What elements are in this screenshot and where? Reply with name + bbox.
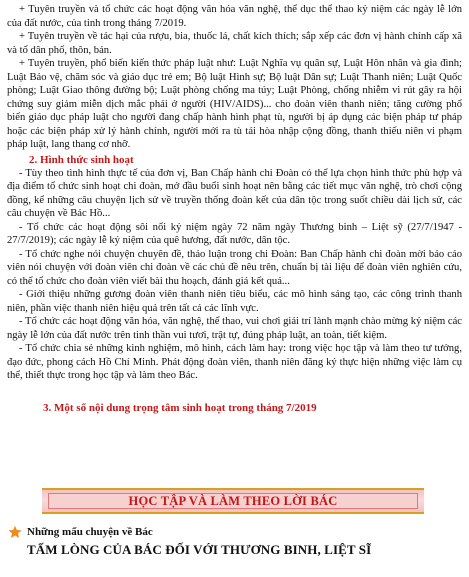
section-2-heading: 2. Hình thức sinh hoạt bbox=[29, 153, 134, 166]
paragraph-culture-sports: + Tuyên truyền và tổ chức các hoạt động văn hóa văn nghệ, thể dục thể thao kỷ niệm các ngày lễ lớn của đất nước, của tỉnh trong tháng 7/2019. bbox=[7, 4, 462, 29]
paragraph-thematic-talks: - Tổ chức nghe nói chuyện chuyên đề, thảo luận trong chi Đoàn: Ban Chấp hành chi đoàn mời báo cáo viên nói chuyện với đoàn viên chi đoàn về các chủ đề nêu trên, chuẩn bị tài liệu để đoàn viên nghiên cứu, có thể tổ chức cho đoàn viên viết bài thu hoạch, đánh giá kết quả... bbox=[7, 248, 462, 287]
paragraph-meeting-format: - Tùy theo tình hình thực tế của đơn vị, Ban Chấp hành chi Đoàn có thể lựa chọn hình thức phù hợp và địa điểm tổ chức sinh hoạt chi đoàn, mở đầu buổi sinh hoạt nên bằng các tiết mục văn nghệ, trò chơi cộng đồng, kể những câu chuyện lịch sử về truyền thống đoàn kết của dân tộc trong suốt chiều dài lịch sử, các câu chuyện về Bác Hồ... bbox=[7, 167, 462, 219]
document-body bbox=[7, 3, 462, 415]
paragraph-experience-sharing: - Tổ chức chia sẻ những kinh nghiệm, mô hình, cách làm hay: trong việc học tập và làm theo tư tưởng, đạo đức, phong cách Hồ Chí Minh. Phát động đoàn viên, thanh niên đăng ký thực hiện những việc làm cụ thể, thiết thực trong học tập và làm theo Bác. bbox=[7, 343, 462, 381]
banner-inner bbox=[48, 493, 418, 509]
paragraph-legal-education: + Tuyên truyền, phổ biến kiến thức pháp luật như: Luật Nghĩa vụ quân sự, Luật Hôn nhân và gia đình; Luật Bảo vệ, chăm sóc và giáo dục trẻ em; Bộ luật Hình sự; Bộ luật Dân sự; Luật Thanh niên; Luật Quốc phòng; Luật Giao thông đường bộ; Luật phòng chống ma túy; Luật Phòng, chống nhiễm vi rút gây ra hội chứng suy giảm miễn dịch mắc phải ở người (HIV/AIDS)... cho đoàn viên thanh niên; tăng cường phổ biến giáo dục pháp luật cho người đang chấp hành hình phạt tù, người bị áp dụng các biện pháp tư pháp hoặc các biện pháp xử lý hành chính, người mới ra tù tái hòa nhập cộng đồng, thanh thiếu niên vi phạm pháp luật, lang thang cơ nhỡ. bbox=[7, 58, 462, 150]
paragraph-cultural-activities: - Tổ chức các hoạt động văn hóa, văn nghệ, thể thao, vui chơi giải trí lành mạnh chào mừng kỷ niệm các ngày lễ lớn của đất nước trên tinh thần vui tươi, trật tự, đúng pháp luật, an toàn, tiết kiệm. bbox=[7, 316, 462, 341]
story-title: TẤM LÒNG CỦA BÁC ĐỐI VỚI THƯƠNG BINH, LIỆT SĨ bbox=[27, 542, 372, 557]
banner bbox=[42, 488, 424, 514]
stories-label: Những mẩu chuyện về Bác bbox=[27, 526, 153, 538]
banner-title: HỌC TẬP VÀ LÀM THEO LỜI BÁC bbox=[128, 493, 338, 508]
paragraph-harmful-substances: + Tuyên truyền về tác hại của rượu, bia, thuốc lá, chất kích thích; sắp xếp các đơn vị hành chính cấp xã và tổ dân phố, thôn, bản. bbox=[7, 31, 462, 56]
section-3-heading: 3. Một số nội dung trọng tâm sinh hoạt trong tháng 7/2019 bbox=[43, 401, 317, 414]
paragraph-role-models: - Giới thiệu những gương đoàn viên thanh niên tiêu biểu, các mô hình sáng tạo, các công trình thanh niên, phần việc thanh niên hiệu quả trên tất cả các lĩnh vực. bbox=[7, 289, 462, 314]
star-icon bbox=[8, 525, 22, 539]
paragraph-memorial-activities: - Tổ chức các hoạt động sôi nổi kỷ niệm ngày 72 năm ngày Thương binh – Liệt sỹ (27/7/1947 - 27/7/2019); các ngày lễ kỷ niệm của quê hương, đất nước, dân tộc. bbox=[7, 221, 462, 246]
